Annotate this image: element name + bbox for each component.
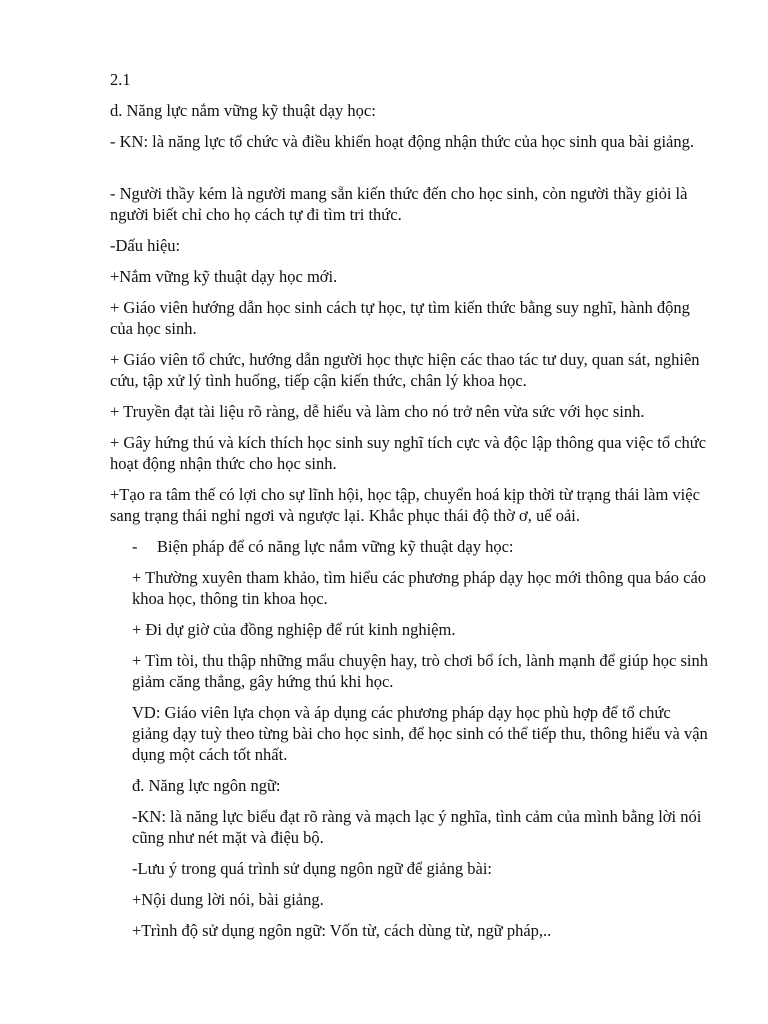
language-kn: -KN: là năng lực biểu đạt rõ ràng và mạch lạc ý nghĩa, tình cảm của mình bằng lời nói cũng như nét mặt và điệu bộ.: [132, 807, 702, 847]
bullet-dash: -: [132, 537, 138, 556]
note-item-2: +Trình độ sử dụng ngôn ngữ: Vốn từ, cách dùng từ, ngữ pháp,..: [132, 921, 552, 940]
section-d-title: d. Năng lực nắm vững kỹ thuật dạy học:: [110, 101, 376, 120]
measure-item-2: + Đi dự giờ của đồng nghiệp để rút kinh nghiệm.: [132, 620, 456, 639]
teacher-comparison: - Người thầy kém là người mang sẵn kiến thức đến cho học sinh, còn người thầy giỏi là người biết chỉ cho họ cách tự đi tìm tri thức.: [110, 184, 688, 224]
kn-definition: - KN: là năng lực tổ chức và điều khiển hoạt động nhận thức của học sinh qua bài giảng.: [110, 132, 695, 151]
signs-label: -Dấu hiệu:: [110, 236, 181, 255]
sign-item-5: + Gây hứng thú và kích thích học sinh suy nghĩ tích cực và độc lập thông qua việc tổ chức hoạt động nhận thức cho học sinh.: [110, 433, 707, 473]
sign-item-6: +Tạo ra tâm thế có lợi cho sự lĩnh hội, học tập, chuyển hoá kịp thời từ trạng thái làm việc sang trạng thái nghỉ ngơi và ngược lại. Khắc phục thái độ thờ ơ, uể oải.: [110, 485, 700, 525]
example-paragraph: VD: Giáo viên lựa chọn và áp dụng các phương pháp dạy học phù hợp để tổ chức giảng dạy tuỳ theo từng bài cho học sinh, để học sinh có thể tiếp thu, thông hiểu và vận dụng một cách tốt nhất.: [132, 703, 708, 764]
note-label: -Lưu ý trong quá trình sử dụng ngôn ngữ để giảng bài:: [132, 859, 492, 878]
measure-item-3: + Tìm tòi, thu thập những mẩu chuyện hay, trò chơi bổ ích, lành mạnh để giúp học sinh giảm căng thẳng, gây hứng thú khi học.: [132, 651, 708, 691]
measure-item-1: + Thường xuyên tham khảo, tìm hiểu các phương pháp dạy học mới thông qua báo cáo khoa học, thông tin khoa học.: [132, 568, 707, 608]
sign-item-3: + Giáo viên tổ chức, hướng dẫn người học thực hiện các thao tác tư duy, quan sát, nghiên cứu, tập xử lý tình huống, tiếp cận kiến thức, chân lý khoa học.: [110, 350, 700, 390]
page-heading: 2.1: [110, 70, 131, 89]
sign-item-4: + Truyền đạt tài liệu rõ ràng, dễ hiểu và làm cho nó trở nên vừa sức với học sinh.: [110, 402, 645, 421]
measures-bullet: [132, 536, 710, 557]
measures-label: Biện pháp để có năng lực nắm vững kỹ thuật dạy học:: [157, 537, 514, 556]
note-item-1: +Nội dung lời nói, bài giảng.: [132, 890, 324, 909]
section-dd-title: đ. Năng lực ngôn ngữ:: [132, 776, 281, 795]
sign-item-1: +Nắm vững kỹ thuật dạy học mới.: [110, 267, 338, 286]
sign-item-2: + Giáo viên hướng dẫn học sinh cách tự học, tự tìm kiến thức bằng suy nghĩ, hành động của học sinh.: [110, 298, 690, 338]
